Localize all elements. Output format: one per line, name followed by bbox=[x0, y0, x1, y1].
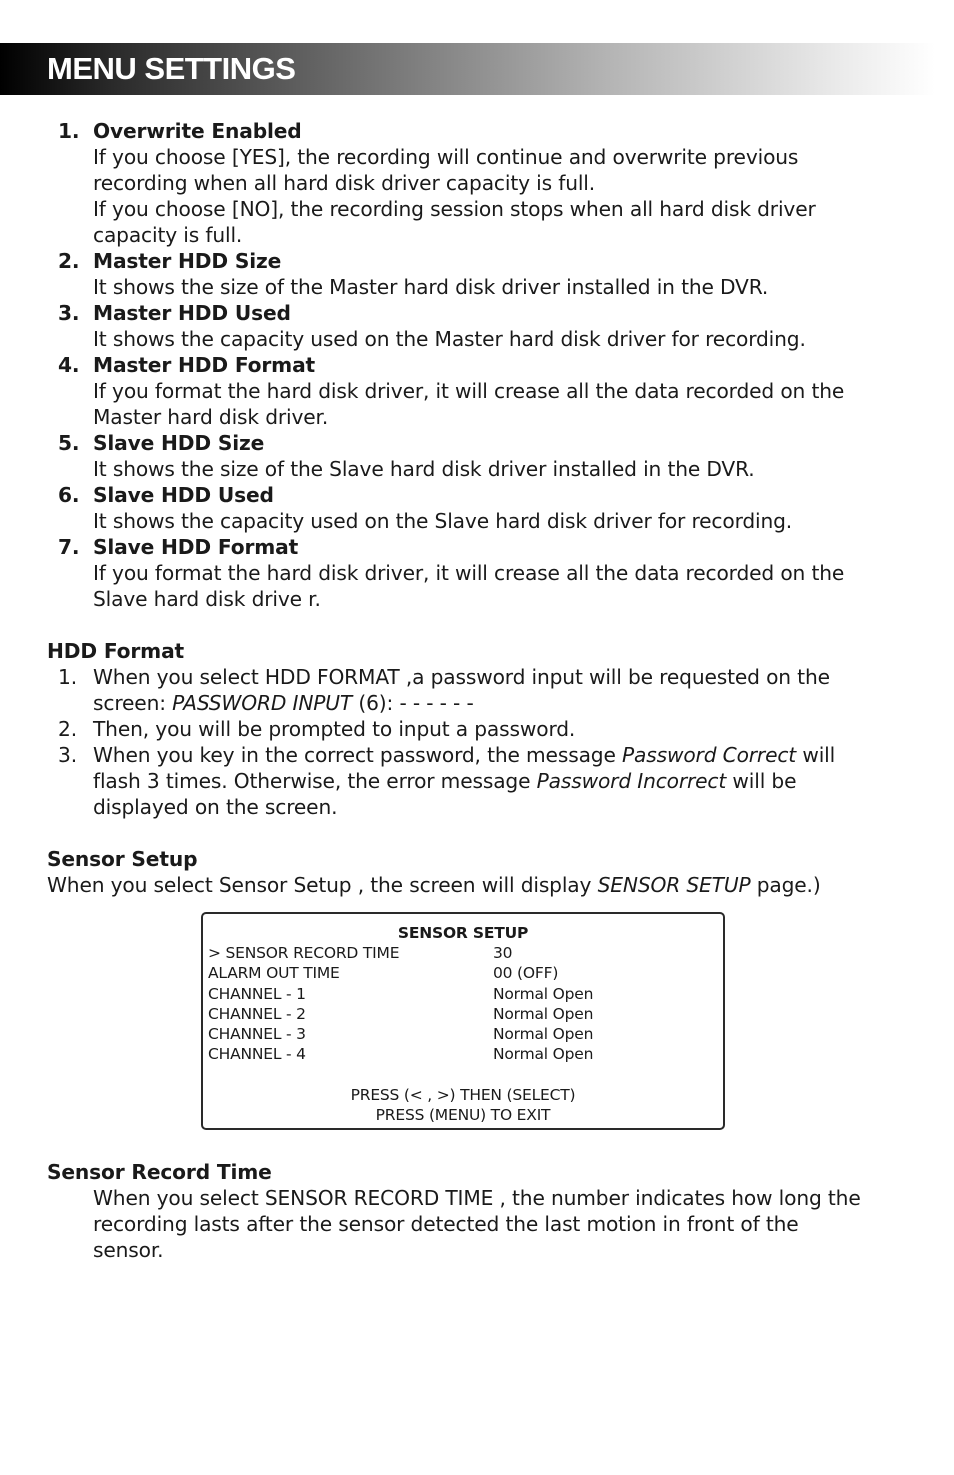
osd-label: CHANNEL - 4 bbox=[208, 1045, 306, 1063]
step-number: 1. bbox=[58, 665, 77, 689]
item-number: 7. bbox=[58, 535, 80, 559]
section-heading-hdd-format: HDD Format bbox=[47, 639, 185, 663]
osd-row bbox=[208, 1044, 708, 1064]
list-item bbox=[47, 300, 907, 352]
item-text: recording when all hard disk driver capacity is full. bbox=[93, 171, 596, 195]
section-heading-sensor-record-time: Sensor Record Time bbox=[47, 1160, 272, 1184]
osd-title: SENSOR SETUP bbox=[397, 924, 529, 942]
step-text: screen: PASSWORD INPUT (6): - - - - - - bbox=[93, 691, 474, 715]
item-text: If you choose [NO], the recording session stops when all hard disk driver bbox=[93, 197, 816, 221]
item-text: Slave hard disk drive r. bbox=[93, 587, 321, 611]
item-title: Master HDD Used bbox=[93, 301, 291, 325]
osd-row bbox=[208, 963, 708, 983]
list-item bbox=[47, 534, 907, 612]
osd-label: > SENSOR RECORD TIME bbox=[208, 944, 400, 962]
paragraph-line: sensor. bbox=[93, 1238, 164, 1262]
item-text: It shows the capacity used on the Master hard disk driver for recording. bbox=[93, 327, 806, 351]
step-number: 2. bbox=[58, 717, 77, 741]
spacer bbox=[47, 612, 907, 638]
osd-value: Normal Open bbox=[493, 1025, 594, 1043]
item-number: 1. bbox=[58, 119, 80, 143]
item-title: Slave HDD Used bbox=[93, 483, 274, 507]
list-item bbox=[47, 430, 907, 482]
osd-value: Normal Open bbox=[493, 1005, 594, 1023]
osd-value: 30 bbox=[493, 944, 513, 962]
list-item bbox=[47, 482, 907, 534]
osd-label: CHANNEL - 1 bbox=[208, 985, 306, 1003]
step-number: 3. bbox=[58, 743, 77, 767]
item-text: Master hard disk driver. bbox=[93, 405, 329, 429]
item-title: Slave HDD Format bbox=[93, 535, 299, 559]
osd-footer: PRESS (< , >) THEN (SELECT) bbox=[350, 1086, 576, 1104]
item-number: 6. bbox=[58, 483, 80, 507]
sensor-setup-intro: When you select Sensor Setup , the screen will display SENSOR SETUP page.) bbox=[47, 873, 821, 897]
main-content bbox=[47, 118, 907, 898]
step-text: When you key in the correct password, the message Password Correct will bbox=[93, 743, 836, 767]
list-item bbox=[47, 352, 907, 430]
osd-label: CHANNEL - 3 bbox=[208, 1025, 306, 1043]
item-title: Master HDD Size bbox=[93, 249, 282, 273]
list-item bbox=[47, 742, 907, 820]
list-item bbox=[47, 248, 907, 300]
list-item bbox=[47, 118, 907, 248]
item-text: It shows the capacity used on the Slave hard disk driver for recording. bbox=[93, 509, 793, 533]
osd-row bbox=[208, 1024, 708, 1044]
paragraph-line: recording lasts after the sensor detected the last motion in front of the bbox=[93, 1212, 799, 1236]
osd-value: Normal Open bbox=[493, 1045, 594, 1063]
item-number: 4. bbox=[58, 353, 80, 377]
list-item bbox=[47, 664, 907, 716]
list-item bbox=[47, 716, 907, 742]
step-text: Then, you will be prompted to input a password. bbox=[93, 717, 576, 741]
item-text: It shows the size of the Slave hard disk driver installed in the DVR. bbox=[93, 457, 755, 481]
osd-value: Normal Open bbox=[493, 985, 594, 1003]
sensor-record-time-section bbox=[47, 1159, 907, 1263]
item-number: 2. bbox=[58, 249, 80, 273]
osd-row bbox=[208, 984, 708, 1004]
item-title: Overwrite Enabled bbox=[93, 119, 302, 143]
item-text: If you format the hard disk driver, it will crease all the data recorded on the bbox=[93, 379, 845, 403]
item-text: If you format the hard disk driver, it will crease all the data recorded on the bbox=[93, 561, 845, 585]
spacer bbox=[47, 820, 907, 846]
item-number: 5. bbox=[58, 431, 80, 455]
item-text: capacity is full. bbox=[93, 223, 243, 247]
step-text: displayed on the screen. bbox=[93, 795, 338, 819]
osd-label: CHANNEL - 2 bbox=[208, 1005, 306, 1023]
osd-label: ALARM OUT TIME bbox=[208, 964, 340, 982]
page-title: MENU SETTINGS bbox=[47, 51, 296, 86]
step-text: flash 3 times. Otherwise, the error message Password Incorrect will be bbox=[93, 769, 797, 793]
osd-footer: PRESS (MENU) TO EXIT bbox=[375, 1106, 551, 1124]
item-number: 3. bbox=[58, 301, 80, 325]
paragraph-line: When you select SENSOR RECORD TIME , the number indicates how long the bbox=[93, 1186, 861, 1210]
section-heading-sensor-setup: Sensor Setup bbox=[47, 847, 198, 871]
osd-row bbox=[208, 943, 708, 963]
item-title: Master HDD Format bbox=[93, 353, 316, 377]
osd-value: 00 (OFF) bbox=[493, 964, 559, 982]
sensor-setup-screen bbox=[201, 912, 725, 1130]
step-text: When you select HDD FORMAT ,a password input will be requested on the bbox=[93, 665, 830, 689]
osd-row bbox=[208, 1004, 708, 1024]
item-text: If you choose [YES], the recording will continue and overwrite previous bbox=[93, 145, 799, 169]
item-text: It shows the size of the Master hard disk driver installed in the DVR. bbox=[93, 275, 769, 299]
item-title: Slave HDD Size bbox=[93, 431, 265, 455]
